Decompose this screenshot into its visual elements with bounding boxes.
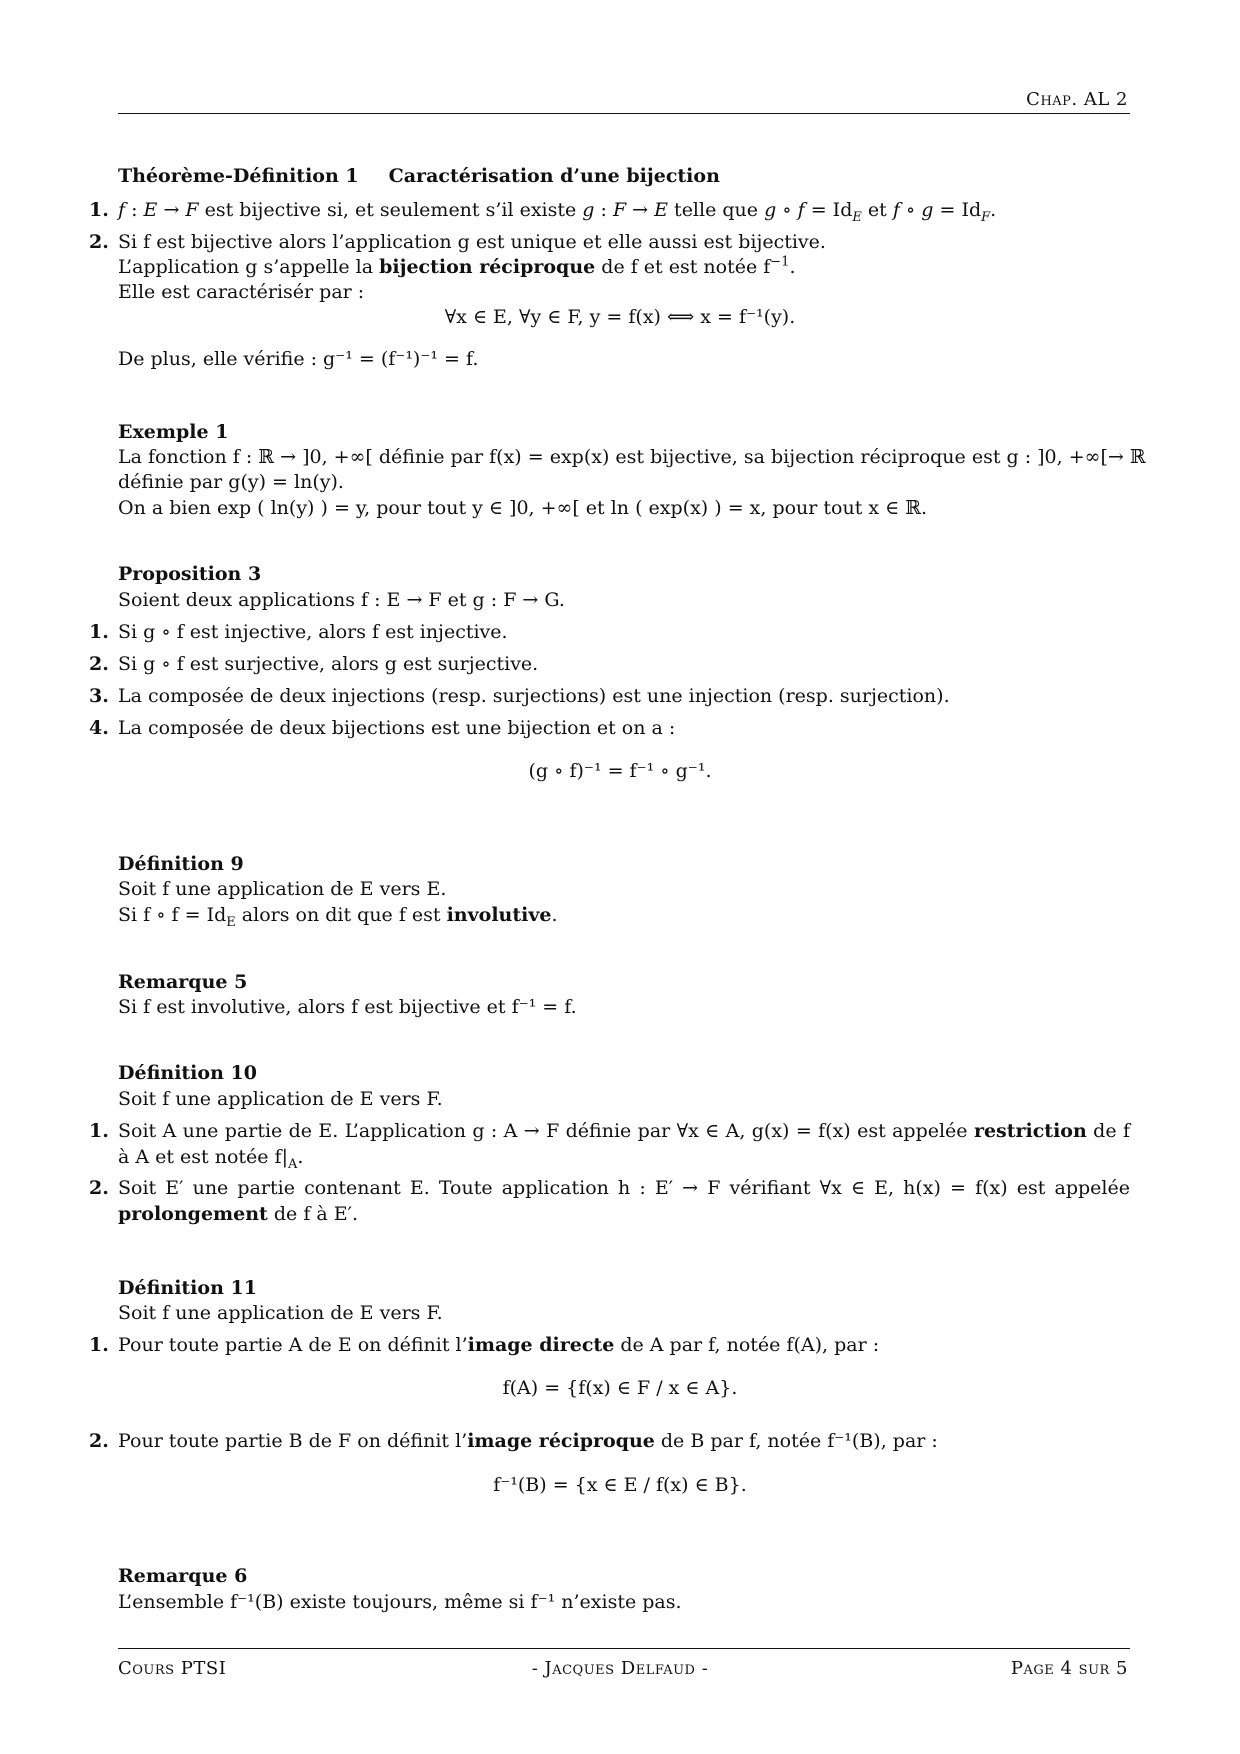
remark-6-line-1: L’ensemble f⁻¹(B) existe toujours, même si f⁻¹ n’existe pas.: [118, 1591, 682, 1613]
proposition-formula: (g ∘ f)⁻¹ = f⁻¹ ∘ g⁻¹.: [528, 760, 712, 782]
definition-10-intro: Soit f une application de E vers F.: [118, 1088, 443, 1110]
remark-5-line-1: Si f est involutive, alors f est bijective et f⁻¹ = f.: [118, 996, 577, 1018]
theorem-item-2-line-2: L’application g s’appelle la bijection réciproque de f et est notée $f^{-1}$.: [118, 254, 796, 278]
example-1-line-3: On a bien exp ( ln(y) ) = y, pour tout y ∈ ]0, +∞[ et ln ( exp(x) ) = x, pour tout x ∈ ℝ.: [118, 497, 928, 519]
theorem-formula: ∀x ∈ E, ∀y ∈ F, y = f(x) ⟺ x = f⁻¹(y).: [444, 306, 796, 328]
proposition-item-text: Si g ∘ f est surjective, alors g est surjective.: [118, 653, 539, 675]
remark-6-title: Remarque 6: [118, 1565, 248, 1587]
proposition-item-text: La composée de deux injections (resp. surjections) est une injection (resp. surjection).: [118, 685, 950, 707]
theorem-name: Caractérisation d’une bijection: [388, 165, 720, 187]
definition-10-item-2-number: 2.: [89, 1177, 109, 1199]
theorem-label: Théorème-Définition 1: [118, 165, 359, 187]
theorem-item-1-text: f : E → F est bijective si, et seulement s’il existe g : F → E telle que g ∘ $f = Id_E$ et f ∘ $g = Id_F$.: [118, 199, 997, 225]
proposition-item-text: La composée de deux bijections est une bijection et on a :: [118, 717, 676, 739]
theorem-item-2-line-3: Elle est caractérisér par :: [118, 281, 365, 303]
proposition-item-text: Si g ∘ f est injective, alors f est injective.: [118, 621, 508, 643]
definition-11-item-2-number: 2.: [89, 1430, 109, 1452]
chapter-header: Chap. AL 2: [1026, 89, 1128, 110]
proposition-item-number: 2.: [89, 653, 109, 675]
definition-11-title: Définition 11: [118, 1277, 257, 1299]
definition-10-item-1-line-1: Soit A une partie de E. L’application g : A → F définie par ∀x ∈ A, g(x) = f(x) est appelée restriction de f: [118, 1120, 1130, 1142]
definition-10-item-1-line-2: à A et est notée $f|_A$.: [118, 1146, 304, 1172]
definition-11-formula-1: f(A) = {f(x) ∈ F / x ∈ A}.: [502, 1377, 738, 1399]
theorem-item-2-line-1: Si f est bijective alors l’application g est unique et elle aussi est bijective.: [118, 231, 826, 253]
proposition-3-title: Proposition 3: [118, 563, 262, 585]
example-1-line-1: La fonction f : ℝ → ]0, +∞[ définie par f(x) = exp(x) est bijective, sa bijection réciproque est g : ]0, +∞[→ ℝ: [118, 446, 1146, 468]
proposition-item-number: 4.: [89, 717, 109, 739]
definition-11-intro: Soit f une application de E vers F.: [118, 1302, 443, 1324]
footer-page-number: Page 4 sur 5: [1010, 1658, 1128, 1679]
proposition-item-number: 3.: [89, 685, 109, 707]
example-1-title: Exemple 1: [118, 421, 229, 443]
theorem-item-1-number: 1.: [89, 199, 109, 221]
definition-11-item-1-number: 1.: [89, 1334, 109, 1356]
footer-rule: [118, 1648, 1130, 1649]
footer-author: - Jacques Delfaud -: [531, 1658, 709, 1679]
definition-11-item-1-text: Pour toute partie A de E on définit l’image directe de A par f, notée f(A), par :: [118, 1334, 880, 1356]
example-1-line-2: définie par g(y) = ln(y).: [118, 471, 344, 493]
remark-5-title: Remarque 5: [118, 971, 248, 993]
theorem-item-2-line-4: De plus, elle vérifie : g⁻¹ = (f⁻¹)⁻¹ = f.: [118, 348, 479, 370]
definition-9-line-1: Soit f une application de E vers E.: [118, 878, 447, 900]
definition-10-item-1-number: 1.: [89, 1120, 109, 1142]
proposition-3-intro: Soient deux applications f : E → F et g : F → G.: [118, 589, 565, 611]
theorem-item-2-number: 2.: [89, 231, 109, 253]
definition-11-item-2-text: Pour toute partie B de F on définit l’image réciproque de B par f, notée f⁻¹(B), par :: [118, 1430, 938, 1452]
definition-11-formula-2: f⁻¹(B) = {x ∈ E / f(x) ∈ B}.: [493, 1474, 747, 1496]
footer-course: Cours PTSI: [118, 1658, 227, 1679]
definition-10-item-2-line-1: Soit E′ une partie contenant E. Toute application h : E′ → F vérifiant ∀x ∈ E, h(x) = f(x) est appelée: [118, 1177, 1130, 1199]
definition-10-item-2-line-2: prolongement de f à E′.: [118, 1203, 358, 1225]
theorem-title: [118, 165, 720, 187]
definition-10-title: Définition 10: [118, 1062, 257, 1084]
definition-9-title: Définition 9: [118, 853, 244, 875]
proposition-item-number: 1.: [89, 621, 109, 643]
header-rule: [118, 113, 1130, 114]
definition-9-line-2: Si f ∘ $f = Id_E$ alors on dit que f est involutive.: [118, 904, 558, 930]
